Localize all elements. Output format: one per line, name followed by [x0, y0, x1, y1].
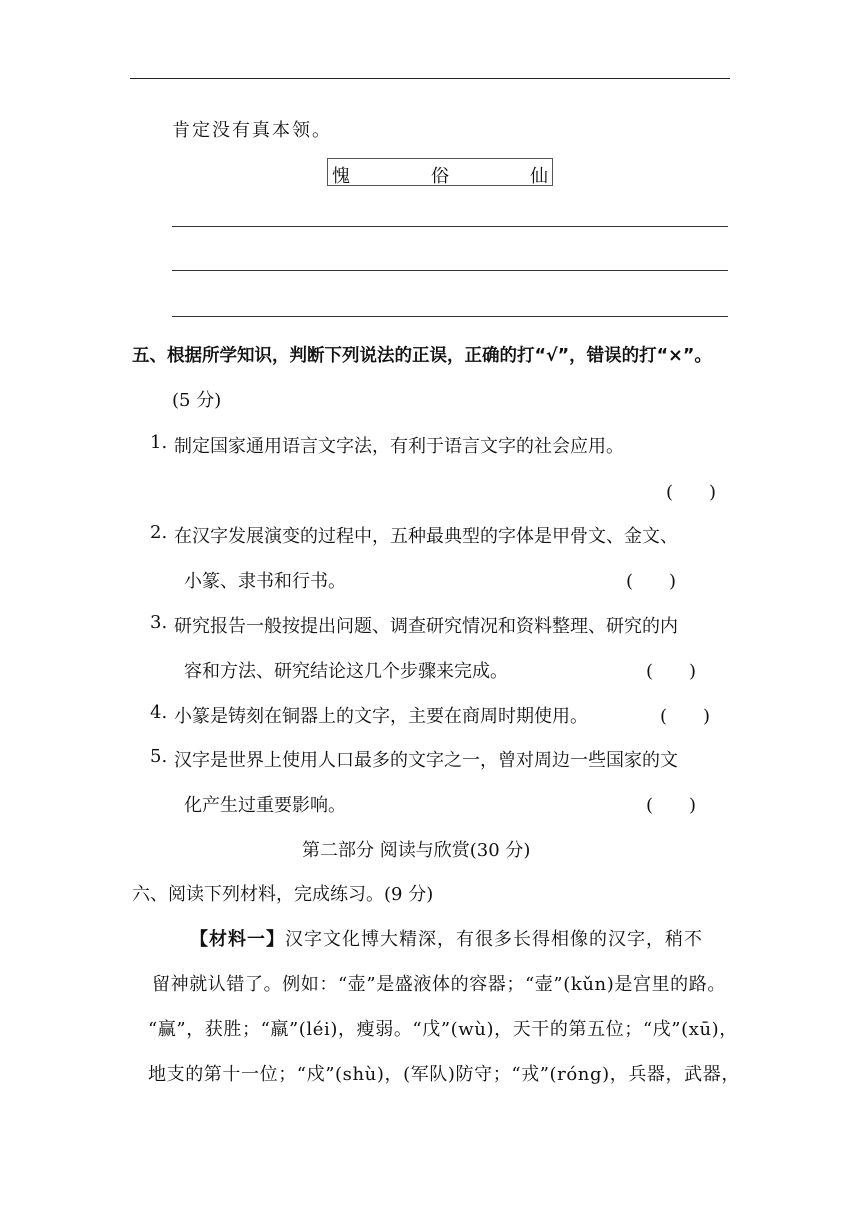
item-text: 在汉字发展演变的过程中，五种最典型的字体是甲骨文、金文、 [174, 526, 678, 547]
section5-score: (5 分) [172, 390, 222, 411]
item-number: 4. [150, 702, 168, 723]
item-number: 2. [150, 522, 168, 543]
answer-parentheses[interactable]: ( ) [626, 571, 677, 592]
answer-parentheses[interactable]: ( ) [666, 482, 717, 503]
section6-score: (9 分) [384, 884, 434, 905]
item-number: 3. [150, 612, 168, 633]
material-line-1: 汉字文化博大精深，有很多长得相像的汉字，稍不 [285, 929, 703, 950]
item-text: 汉字是世界上使用人口最多的文字之一，曾对周边一些国家的文 [174, 750, 678, 771]
answer-parentheses[interactable]: ( ) [646, 795, 697, 816]
answer-line-2[interactable] [172, 270, 728, 271]
material-line-3: “赢”，获胜；“羸”(léi)，瘦弱。“戊”(wù)，天干的第五位；“戌”(xū)， [148, 1019, 738, 1040]
material-line-4: 地支的第十一位；“戍”(shù)，(军队)防守；“戎”(róng)，兵器，武器， [148, 1064, 740, 1085]
answer-parentheses[interactable]: ( ) [660, 706, 711, 727]
item-text: 制定国家通用语言文字法，有利于语言文字的社会应用。 [174, 436, 624, 457]
char-2: 俗 [431, 166, 449, 187]
continuation-text: 肯定没有真本领。 [172, 120, 332, 141]
char-3: 仙 [530, 166, 548, 187]
item-text: 研究报告一般按提出问题、调查研究情况和资料整理、研究的内 [174, 616, 678, 637]
item-number: 5. [150, 746, 168, 767]
item-text-cont: 化产生过重要影响。 [184, 795, 346, 816]
item-text: 小篆是铸刻在铜器上的文字，主要在商周时期使用。 [174, 706, 588, 727]
answer-line-1[interactable] [172, 226, 728, 227]
answer-parentheses[interactable]: ( ) [646, 661, 697, 682]
character-box [327, 158, 553, 186]
material-label: 【材料一】 [190, 929, 285, 950]
item-text-cont: 容和方法、研究结论这几个步骤来完成。 [184, 661, 508, 682]
char-1: 愧 [332, 166, 350, 187]
material-line-2: 留神就认错了。例如：“壶”是盛液体的容器；“壸”(kǔn)是宫里的路。 [152, 974, 726, 995]
section6-title [132, 880, 433, 906]
part2-title: 第二部分 阅读与欣赏(30 分) [302, 840, 531, 861]
section6-title-text: 六、阅读下列材料，完成练习。 [132, 884, 384, 905]
header-rule [130, 78, 730, 79]
item-text-cont: 小篆、隶书和行书。 [184, 571, 346, 592]
section5-title: 五、根据所学知识，判断下列说法的正误，正确的打“√”，错误的打“×”。 [132, 346, 712, 366]
material-paragraph-line [190, 925, 703, 951]
answer-line-3[interactable] [172, 316, 728, 317]
item-number: 1. [150, 432, 168, 453]
